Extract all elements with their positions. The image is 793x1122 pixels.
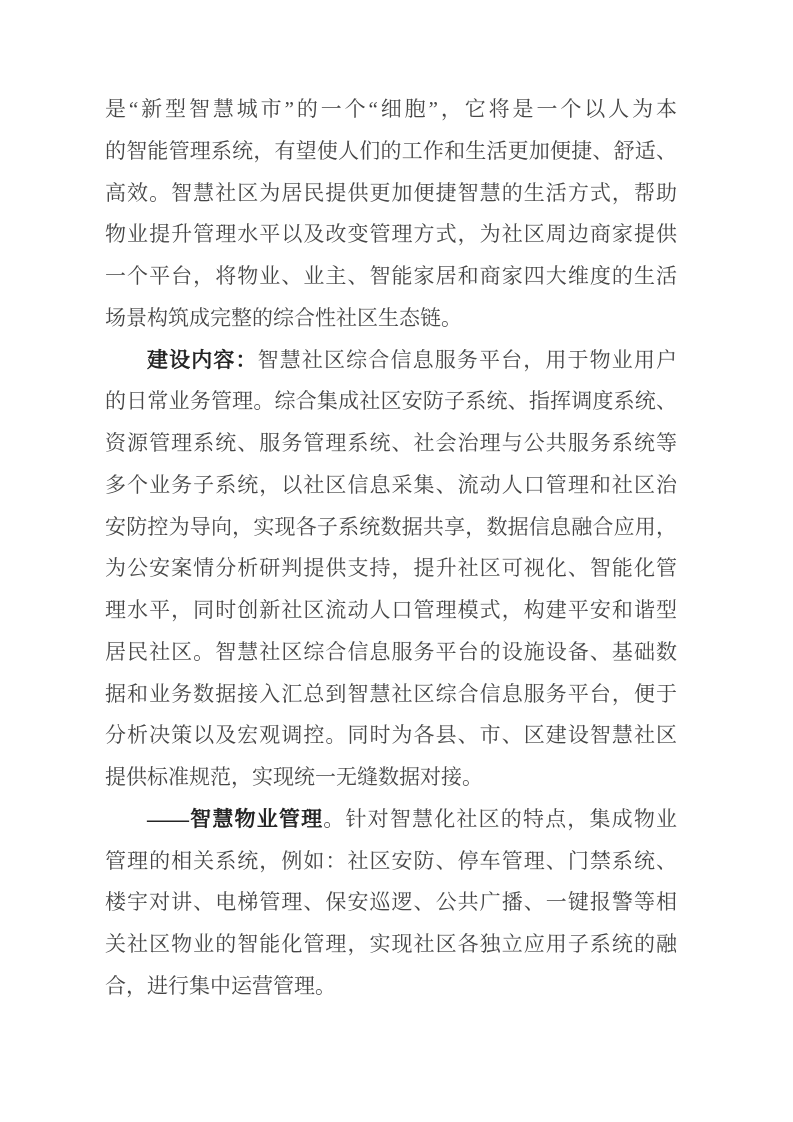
- line-text: 的智能管理系统，有望使人们的工作和生活更加便捷、舒适、: [105, 138, 677, 163]
- line-text: 。针对智慧化社区的特点，集成物业: [323, 806, 677, 831]
- text-line-paragraph-end: [105, 966, 677, 1008]
- text-line: [105, 465, 677, 507]
- line-text: 是“新型智慧城市”的一个“细胞”，它将是一个以人为本: [105, 97, 677, 121]
- line-text: 的日常业务管理。综合集成社区安防子系统、指挥调度系统、: [105, 389, 677, 414]
- text-line: [105, 423, 677, 465]
- text-line: [105, 841, 677, 883]
- line-text: 提供标准规范，实现统一无缝数据对接。: [105, 765, 483, 789]
- run-bold-heading: 建设内容：: [147, 347, 258, 372]
- line-text: 分析决策以及宏观调控。同时为各县、市、区建设智慧社区: [105, 723, 677, 748]
- line-text: 物业提升管理水平以及改变管理方式，为社区周边商家提供: [105, 222, 677, 247]
- text-line-heading-smart-property: [105, 799, 677, 841]
- text-line: [105, 507, 677, 549]
- line-text: 管理的相关系统，例如：社区安防、停车管理、门禁系统、: [105, 848, 677, 873]
- text-line: [105, 548, 677, 590]
- text-line: [105, 924, 677, 966]
- line-text: 理水平，同时创新社区流动人口管理模式，构建平安和谐型: [105, 598, 677, 622]
- line-text: 居民社区。智慧社区综合信息服务平台的设施设备、基础数: [105, 639, 677, 664]
- line-text: 合，进行集中运营管理。: [105, 973, 336, 998]
- text-line: [105, 214, 677, 256]
- text-line: [105, 381, 677, 423]
- line-text: 为公安案情分析研判提供支持，提升社区可视化、智能化管: [105, 556, 677, 581]
- text-line: [105, 89, 677, 131]
- text-line: [105, 674, 677, 716]
- text-line: [105, 715, 677, 757]
- line-text: 据和业务数据接入汇总到智慧社区综合信息服务平台，便于: [105, 681, 677, 706]
- line-text: 资源管理系统、服务管理系统、社会治理与公共服务系统等: [105, 431, 677, 455]
- text-line-paragraph-end: [105, 757, 677, 799]
- text-line-heading-construction-content: [105, 340, 677, 382]
- line-text: 多个业务子系统，以社区信息采集、流动人口管理和社区治: [105, 472, 677, 497]
- text-block: [105, 89, 677, 1008]
- run-bold-heading: ——智慧物业管理: [147, 806, 324, 831]
- text-line: [105, 131, 677, 173]
- line-text: 智慧社区综合信息服务平台，用于物业用户: [257, 347, 677, 372]
- text-line: [105, 173, 677, 215]
- text-line-paragraph-end: [105, 298, 677, 340]
- line-text: 一个平台，将物业、业主、智能家居和商家四大维度的生活: [105, 264, 677, 288]
- line-text: 关社区物业的智能化管理，实现社区各独立应用子系统的融: [105, 932, 677, 956]
- line-text: 高效。智慧社区为居民提供更加便捷智慧的生活方式，帮助: [105, 180, 677, 205]
- line-text: 场景构筑成完整的综合性社区生态链。: [105, 305, 462, 330]
- text-line: [105, 882, 677, 924]
- text-line: [105, 256, 677, 298]
- text-line: [105, 590, 677, 632]
- line-text: 安防控为导向，实现各子系统数据共享，数据信息融合应用，: [105, 514, 677, 539]
- text-line: [105, 632, 677, 674]
- line-text: 楼宇对讲、电梯管理、保安巡逻、公共广播、一键报警等相: [105, 890, 677, 915]
